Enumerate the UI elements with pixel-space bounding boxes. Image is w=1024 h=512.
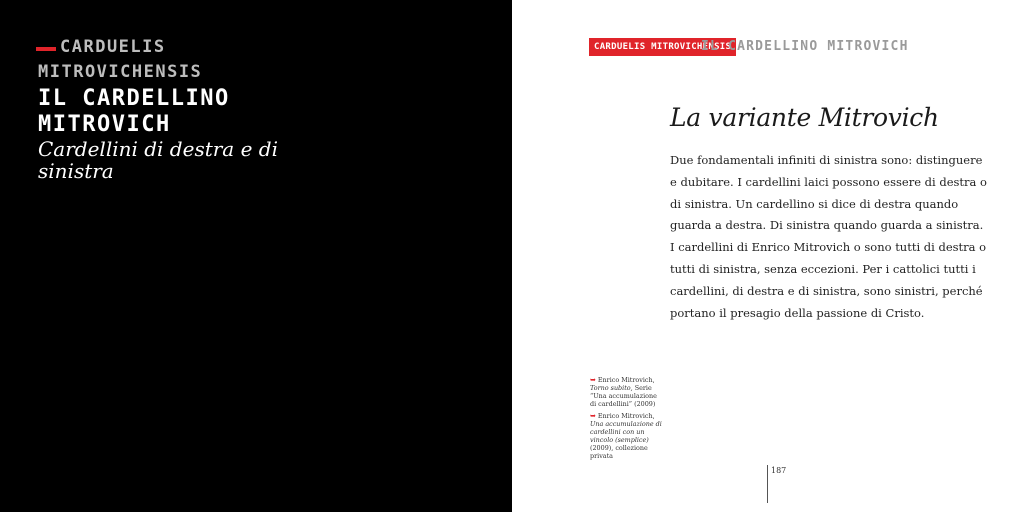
caption-1 xyxy=(590,376,662,408)
section-heading: La variante Mitrovich xyxy=(670,103,939,132)
kicker-line-1: CARDUELIS xyxy=(60,37,166,57)
chapter-subtitle: Cardellini di destra e di sinistra xyxy=(38,137,278,183)
running-head-title: IL CARDELLINO MITROVICH xyxy=(701,39,909,54)
right-page xyxy=(512,0,1024,512)
caption-details: (2009), collezione privata xyxy=(590,444,648,460)
chapter-title xyxy=(38,86,230,138)
running-head-badge: CARDUELIS MITROVICHENSIS xyxy=(589,38,736,56)
body-paragraph: Due fondamentali infiniti di sinistra sono: distinguere e dubitare. I cardellini laici possono essere di destra o di sinistra. Un cardellino si dice di destra quando guarda a destra. Di sinistra quando guarda a sinistra. I cardellini di Enrico Mitrovich o sono tutti di destra o tutti di sinistra, senza eccezioni. Per i cattolici tutti i cardellini, di destra e di sinistra, sono sinistri, perché portano il presagio della passione di Cristo. xyxy=(670,153,987,320)
kicker-line-2: MITROVICHENSIS xyxy=(38,62,203,82)
captions xyxy=(590,376,662,464)
red-rule-marker xyxy=(36,47,56,51)
caption-work: Una accumulazione di cardellini con un vincolo (semplice) xyxy=(590,420,662,444)
arrow-right-icon: ➥ xyxy=(590,412,596,420)
arrow-right-icon: ➥ xyxy=(590,376,596,384)
chapter-title-line-2: MITROVICH xyxy=(38,112,171,137)
page-number-rule xyxy=(767,465,768,503)
caption-2 xyxy=(590,412,662,460)
caption-author: Enrico Mitrovich, xyxy=(597,412,655,420)
chapter-title-line-1: IL CARDELLINO xyxy=(38,86,230,111)
caption-work: Torno subito, xyxy=(590,384,633,392)
caption-details: Serie “Una accumulazione di cardellini” (2009) xyxy=(590,384,657,408)
page-number: 187 xyxy=(771,466,787,475)
caption-author: Enrico Mitrovich, xyxy=(597,376,655,384)
